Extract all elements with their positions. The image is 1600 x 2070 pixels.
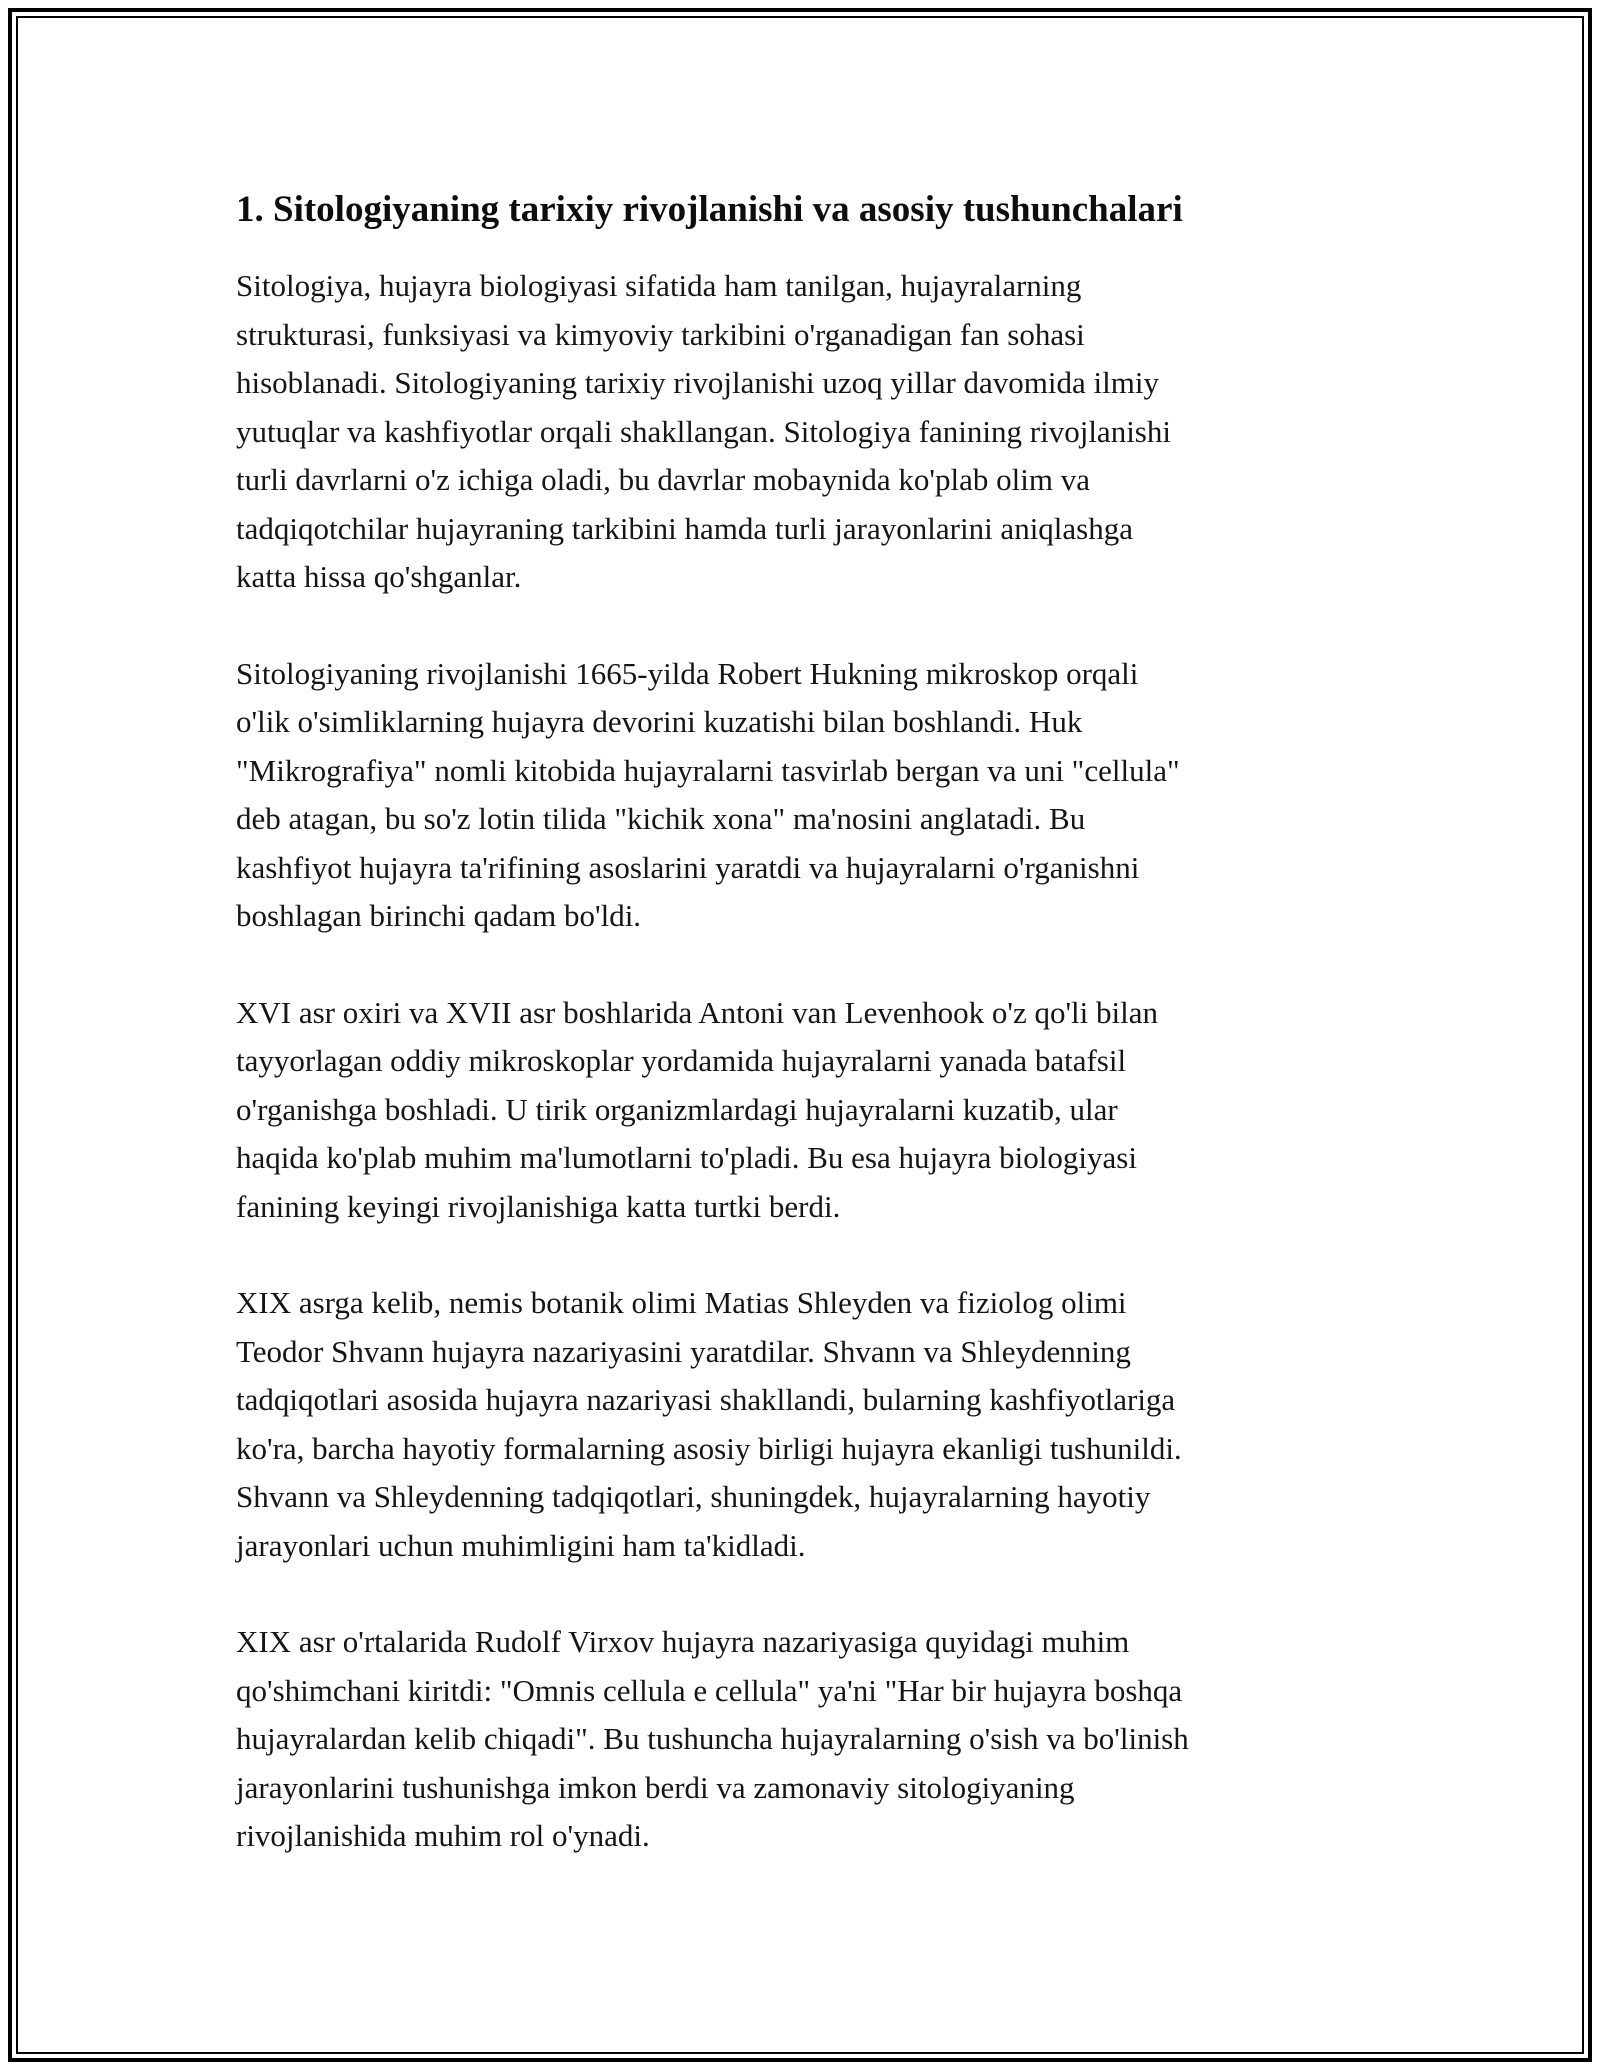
- paragraph-line: hisoblanadi. Sitologiyaning tarixiy rivojlanishi uzoq yillar davomida ilmiy: [236, 365, 1159, 400]
- paragraph-line: o'rganishga boshladi. U tirik organizmlardagi hujayralarni kuzatib, ular: [236, 1091, 1118, 1127]
- paragraph-line: fanining keyingi rivojlanishiga katta turtki berdi.: [236, 1188, 841, 1224]
- paragraph-line: tayyorlagan oddiy mikroskoplar yordamida hujayralarni yanada batafsil: [236, 1043, 1127, 1078]
- paragraph-line: strukturasi, funksiyasi va kimyoviy tarkibini o'rganadigan fan sohasi: [236, 316, 1085, 352]
- paragraph-line: XVI asr oxiri va XVII asr boshlarida Antoni van Levenhook o'z qo'li bilan: [236, 994, 1159, 1030]
- paragraph-line: katta hissa qo'shganlar.: [236, 559, 522, 594]
- body-paragraph: [236, 1618, 1376, 1861]
- paragraph-line: jarayonlari uchun muhimligini ham ta'kidladi.: [236, 1527, 806, 1563]
- document-body: [236, 186, 1376, 1909]
- paragraph-line: jarayonlarini tushunishga imkon berdi va zamonaviy sitologiyaning: [236, 1769, 1075, 1805]
- paragraph-line: boshlagan birinchi qadam bo'ldi.: [236, 898, 642, 933]
- paragraph-line: deb atagan, bu so'z lotin tilida "kichik xona" ma'nosini anglatadi. Bu: [236, 801, 1086, 836]
- paragraph-list: [236, 262, 1376, 1861]
- paragraph-line: o'lik o'simliklarning hujayra devorini kuzatishi bilan boshlandi. Huk: [236, 704, 1083, 739]
- body-paragraph: [236, 650, 1376, 941]
- paragraph-line: kashfiyot hujayra ta'rifining asoslarini yaratdi va hujayralarni o'rganishni: [236, 849, 1140, 885]
- paragraph-line: "Mikrografiya" nomli kitobida hujayralarni tasvirlab bergan va uni "cellula": [236, 752, 1180, 788]
- paragraph-line: Sitologiyaning rivojlanishi 1665-yilda Robert Hukning mikroskop orqali: [236, 655, 1139, 691]
- body-paragraph: [236, 989, 1376, 1232]
- paragraph-line: Sitologiya, hujayra biologiyasi sifatida ham tanilgan, hujayralarning: [236, 268, 1082, 303]
- paragraph-line: hujayralardan kelib chiqadi". Bu tushuncha hujayralarning o'sish va bo'linish: [236, 1721, 1189, 1756]
- paragraph-line: yutuqlar va kashfiyotlar orqali shakllangan. Sitologiya fanining rivojlanishi: [236, 413, 1171, 449]
- paragraph-line: tadqiqotchilar hujayraning tarkibini hamda turli jarayonlarini aniqlashga: [236, 510, 1134, 546]
- paragraph-line: XIX asrga kelib, nemis botanik olimi Matias Shleyden va fiziolog olimi: [236, 1285, 1127, 1320]
- paragraph-line: Teodor Shvann hujayra nazariyasini yaratdilar. Shvann va Shleydenning: [236, 1333, 1131, 1369]
- paragraph-line: qo'shimchani kiritdi: "Omnis cellula e cellula" ya'ni "Har bir hujayra boshqa: [236, 1672, 1183, 1708]
- paragraph-line: tadqiqotlari asosida hujayra nazariyasi shakllandi, bularning kashfiyotlariga: [236, 1382, 1176, 1417]
- paragraph-line: rivojlanishida muhim rol o'ynadi.: [236, 1818, 650, 1853]
- paragraph-line: turli davrlarni o'z ichiga oladi, bu davrlar mobaynida ko'plab olim va: [236, 462, 1090, 497]
- paragraph-line: Shvann va Shleydenning tadqiqotlari, shuningdek, hujayralarning hayotiy: [236, 1479, 1151, 1514]
- paragraph-line: XIX asr o'rtalarida Rudolf Virxov hujayra nazariyasiga quyidagi muhim: [236, 1624, 1130, 1659]
- body-paragraph: [236, 262, 1376, 602]
- paragraph-line: ko'ra, barcha hayotiy formalarning asosiy birligi hujayra ekanligi tushunildi.: [236, 1430, 1182, 1466]
- section-title: 1. Sitologiyaning tarixiy rivojlanishi va asosiy tushunchalari: [236, 189, 1183, 230]
- body-paragraph: [236, 1279, 1376, 1570]
- paragraph-line: haqida ko'plab muhim ma'lumotlarni to'pladi. Bu esa hujayra biologiyasi: [236, 1140, 1137, 1175]
